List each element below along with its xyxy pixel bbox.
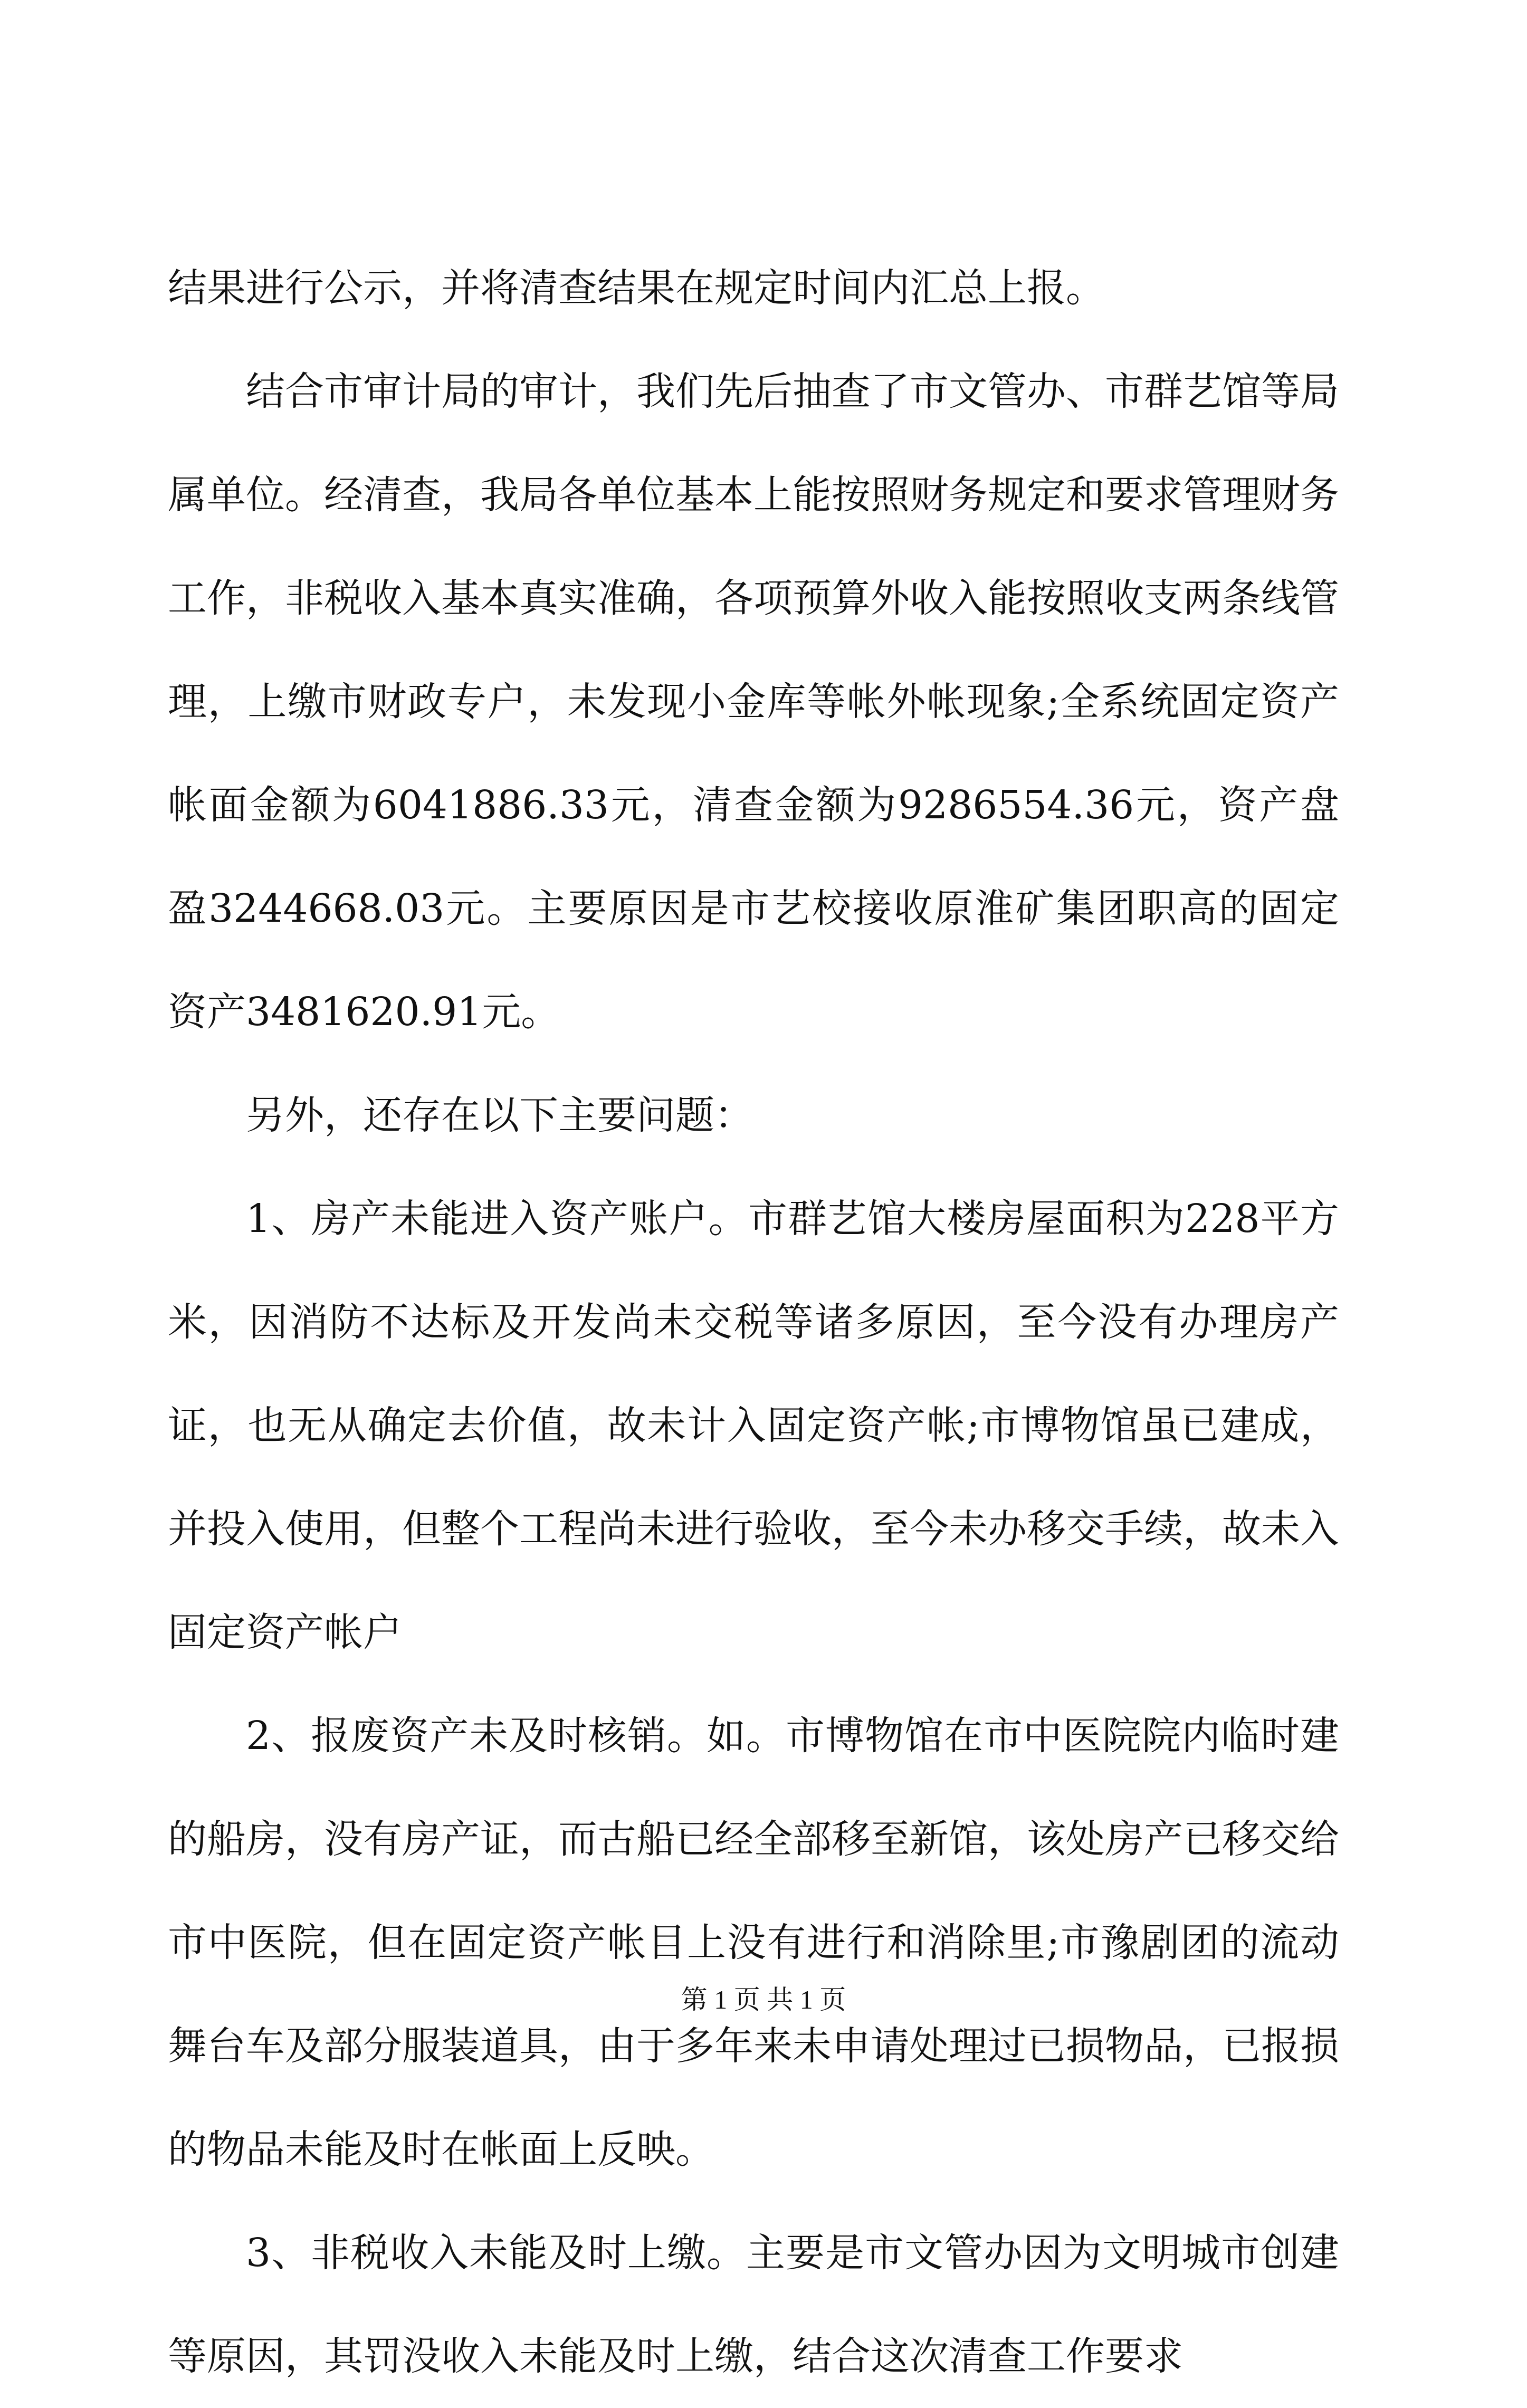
paragraph-1: 结果进行公示，并将清查结果在规定时间内汇总上报。 bbox=[168, 265, 1105, 311]
paragraph-3: 另外，还存在以下主要问题： bbox=[246, 1093, 753, 1138]
page-footer: 第 1 页 共 1 页 bbox=[681, 1985, 846, 2014]
paragraph-4: 1、房产未能进入资产账户。市群艺馆大楼房屋面积为228平方米，因消防不达标及开发尚未交税等诸多原因，至今没有办理房产证，也无从确定去价值，故未计入固定资产帐;市博物馆虽已建成，并投入使用，但整个工程尚未进行验收，至今未办移交手续，故未入固定资产帐户 bbox=[168, 1196, 1339, 1655]
paragraph-5: 2、报废资产未及时核销。如。市博物馆在市中医院院内临时建的船房，没有房产证，而古船已经全部移至新馆，该处房产已移交给市中医院，但在固定资产帐目上没有进行和消除里;市豫剧团的流动舞台车及部分服装道具，由于多年来未申请处理过已损物品，已报损的物品未能及时在帐面上反映。 bbox=[168, 1713, 1339, 2172]
document-body bbox=[168, 236, 1339, 2408]
paragraph-6: 3、非税收入未能及时上缴。主要是市文管办因为文明城市创建等原因，其罚没收入未能及时上缴，结合这次清查工作要求 bbox=[168, 2230, 1339, 2379]
paragraph-2: 结合市审计局的审计，我们先后抽查了市文管办、市群艺馆等局属单位。经清查，我局各单位基本上能按照财务规定和要求管理财务工作，非税收入基本真实准确，各项预算外收入能按照收支两条线管理，上缴市财政专户，未发现小金库等帐外帐现象;全系统固定资产帐面金额为6041886.33元，清查金额为9286554.36元，资产盘盈3244668.03元。主要原因是市艺校接收原淮矿集团职高的固定资产3481620.91元。 bbox=[168, 369, 1339, 1035]
